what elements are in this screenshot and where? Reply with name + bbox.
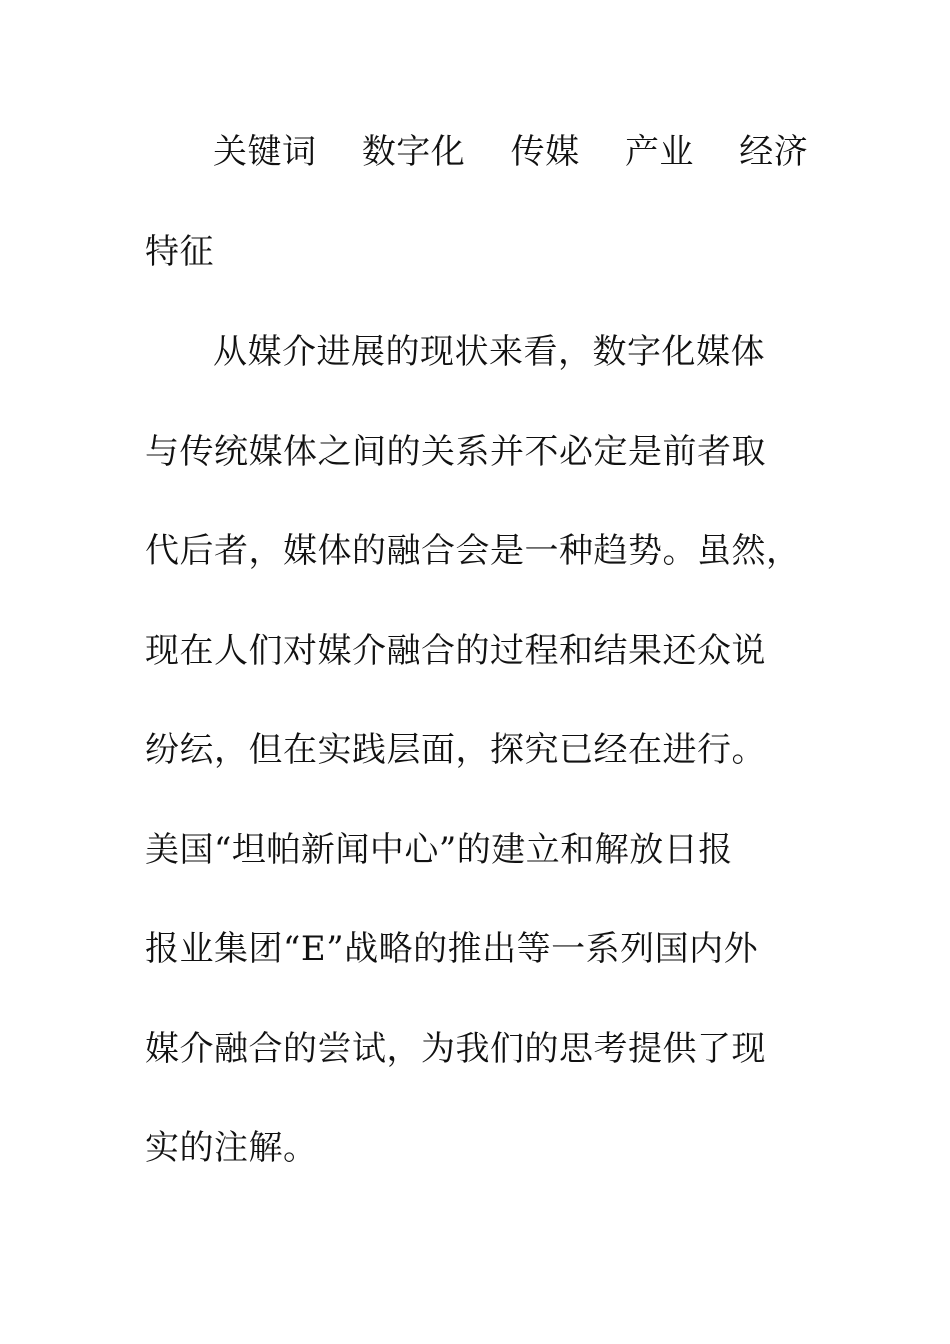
keyword-item: 经济: [739, 132, 809, 172]
keywords-wrap-line: 特征: [145, 232, 214, 272]
paragraph-line: 实的注解。: [145, 1128, 318, 1168]
keywords-line: [213, 132, 842, 172]
paragraph-line: 媒介融合的尝试，为我们的思考提供了现: [145, 1029, 766, 1069]
keyword-item: 产业: [624, 132, 694, 172]
paragraph-line: 从媒介进展的现状来看，数字化媒体: [213, 332, 765, 372]
paragraph-line: 纷纭，但在实践层面，探究已经在进行。: [145, 730, 766, 770]
paragraph-line: 美国“坦帕新闻中心”的建立和解放日报: [145, 830, 733, 870]
keywords-label: 关键词: [213, 132, 317, 172]
paragraph-line: 现在人们对媒介融合的过程和结果还众说: [145, 631, 766, 671]
paragraph-line: 报业集团“E”战略的推出等一系列国内外: [145, 929, 759, 969]
paragraph-line: 代后者，媒体的融合会是一种趋势。虽然，: [145, 531, 801, 571]
keyword-item: 传媒: [510, 132, 580, 172]
paragraph-line: 与传统媒体之间的关系并不必定是前者取: [145, 432, 766, 472]
keyword-item: 数字化: [361, 132, 466, 172]
